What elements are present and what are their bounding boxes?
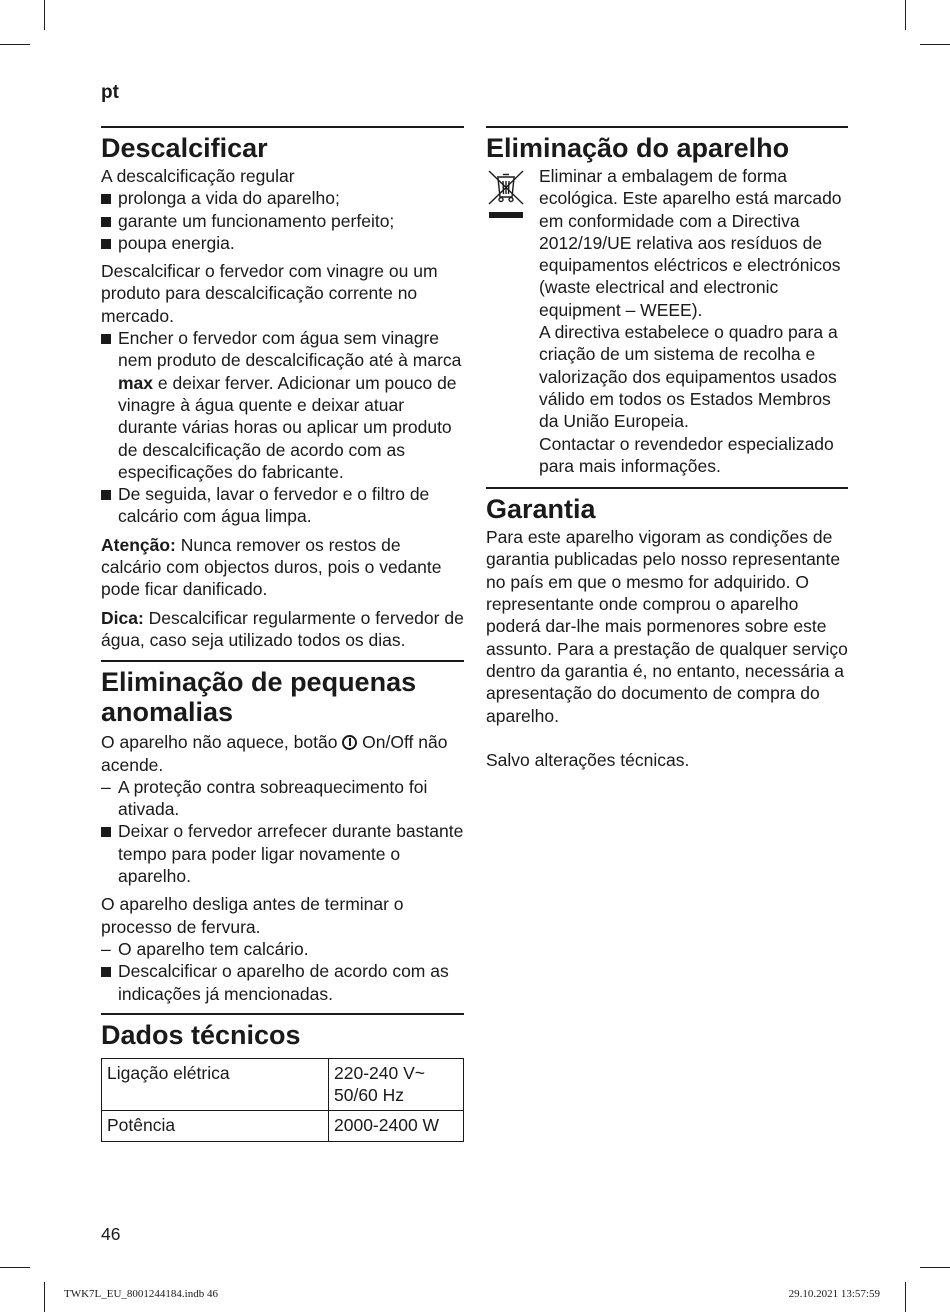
- section-descalcificar: [101, 126, 464, 651]
- cause-fix-list: [101, 938, 464, 1005]
- list-item: garante um funcionamento perfeito;: [101, 210, 464, 232]
- crop-mark: [905, 0, 906, 30]
- disposal-text: Contactar o revendedor especializado para mais informações.: [539, 433, 834, 476]
- crop-mark: [0, 44, 30, 45]
- tip-note: Dica: Descalcificar regularmente o fervedor de água, caso seja utilizado todos os dias.: [101, 607, 464, 650]
- list-item: prolonga a vida do aparelho;: [101, 187, 464, 209]
- table-cell-label: Potência: [102, 1111, 329, 1141]
- crop-mark: [44, 1282, 45, 1312]
- footer-datetime: 29.10.2021 13:57:59: [788, 1288, 880, 1300]
- section-dados-tecnicos: [101, 1013, 464, 1142]
- weee-block: [486, 165, 848, 477]
- table-cell-label: Ligação elétrica: [102, 1058, 329, 1111]
- crop-mark: [905, 1282, 906, 1312]
- crop-mark: [44, 0, 45, 30]
- crop-mark: [920, 1267, 950, 1268]
- fix-item: Deixar o fervedor arrefecer durante bastante tempo para poder ligar novamente o aparelho.: [101, 820, 464, 887]
- section-title: Garantia: [486, 494, 596, 525]
- bullet-square-icon: [101, 820, 111, 842]
- right-column: [486, 126, 848, 771]
- section-title: Eliminação de pequenas anomalias: [101, 667, 417, 728]
- language-label: pt: [101, 82, 119, 103]
- table-row: [102, 1111, 464, 1141]
- step-list: [101, 327, 464, 528]
- cause-fix-list: [101, 776, 464, 887]
- cause-item: – O aparelho tem calcário.: [101, 938, 309, 959]
- section-title: Eliminação do aparelho: [486, 133, 790, 163]
- list-item: poupa energia.: [101, 232, 464, 254]
- bullet-square-icon: [101, 483, 111, 505]
- left-column: [101, 126, 464, 1142]
- weee-crossed-bin-icon: [486, 168, 526, 228]
- disposal-text: A directiva estabelece o quadro para a criação de um sistema de recolha e valorização dos equipamentos usados válido em todos os Estados Membros da União Europeia.: [539, 322, 838, 432]
- list-item: De seguida, lavar o fervedor e o filtro de calcário com água limpa.: [101, 483, 464, 528]
- dash-marker: –: [101, 938, 111, 959]
- problem-text: O aparelho desliga antes de terminar o processo de fervura.: [101, 894, 404, 937]
- section-garantia: [486, 487, 848, 771]
- bullet-square-icon: [101, 187, 111, 209]
- benefit-list: [101, 187, 464, 254]
- fix-item: Descalcificar o aparelho de acordo com as indicações já mencionadas.: [101, 960, 464, 1005]
- crop-mark: [920, 44, 950, 45]
- section-title: Dados técnicos: [101, 1019, 301, 1050]
- section-eliminacao: [486, 126, 848, 477]
- cause-item: – A proteção contra sobreaquecimento foi ativada.: [101, 776, 428, 820]
- power-button-icon: [342, 735, 357, 750]
- table-cell-value: 2000-2400 W: [329, 1111, 464, 1141]
- problem-text: O aparelho não aquece, botão On/Off não acende.: [101, 732, 448, 775]
- attention-note: Atenção: Nunca remover os restos de calcário com objectos duros, pois o vedante pode ficar danificado.: [101, 534, 442, 600]
- bullet-square-icon: [101, 960, 111, 982]
- tech-data-table: [101, 1058, 464, 1142]
- disposal-text: Eliminar a embalagem de forma ecológica. Este aparelho está marcado em conformidade com a Directiva 2012/19/UE relativa aos resíduos de equipamentos eléctricos e electrónicos (waste electrical and electronic equipment – WEEE).: [539, 166, 842, 320]
- bullet-square-icon: [101, 232, 111, 254]
- list-item: Encher o fervedor com água sem vinagre nem produto de descalcificação até à marca max e deixar ferver. Adicionar um pouco de vinagre à água quente e deixar atuar durante várias horas ou aplicar um produto de descalcificação de acordo com as especificações do fabricante.: [101, 327, 464, 483]
- body-text: Descalcificar o fervedor com vinagre ou um produto para descalcificação corrente no mercado.: [101, 261, 438, 326]
- section-anomalias: [101, 660, 464, 1005]
- footer-file-info: TWK7L_EU_8001244184.indb 46: [64, 1288, 218, 1300]
- technical-changes-note: Salvo alterações técnicas.: [486, 749, 690, 770]
- table-cell-value: 220-240 V~ 50/60 Hz: [329, 1058, 464, 1111]
- warranty-text: Para este aparelho vigoram as condições de garantia publicadas pelo nosso representante no país em que o mesmo for adquirido. O representante onde comprou o aparelho poderá dar-lhe mais pormenores sobre este assunto. Para a prestação de qualquer serviço dentro da garantia é, no entanto, necessária a apresentação do documento de compra do aparelho.: [486, 527, 848, 726]
- intro-text: A descalcificação regular: [101, 166, 295, 186]
- dash-marker: –: [101, 776, 111, 797]
- crop-mark: [0, 1267, 30, 1268]
- max-mark-label: max: [118, 372, 154, 393]
- section-title: Descalcificar: [101, 133, 268, 163]
- bullet-square-icon: [101, 210, 111, 232]
- table-row: [102, 1058, 464, 1111]
- page-number: 46: [101, 1224, 121, 1244]
- bullet-square-icon: [101, 327, 111, 349]
